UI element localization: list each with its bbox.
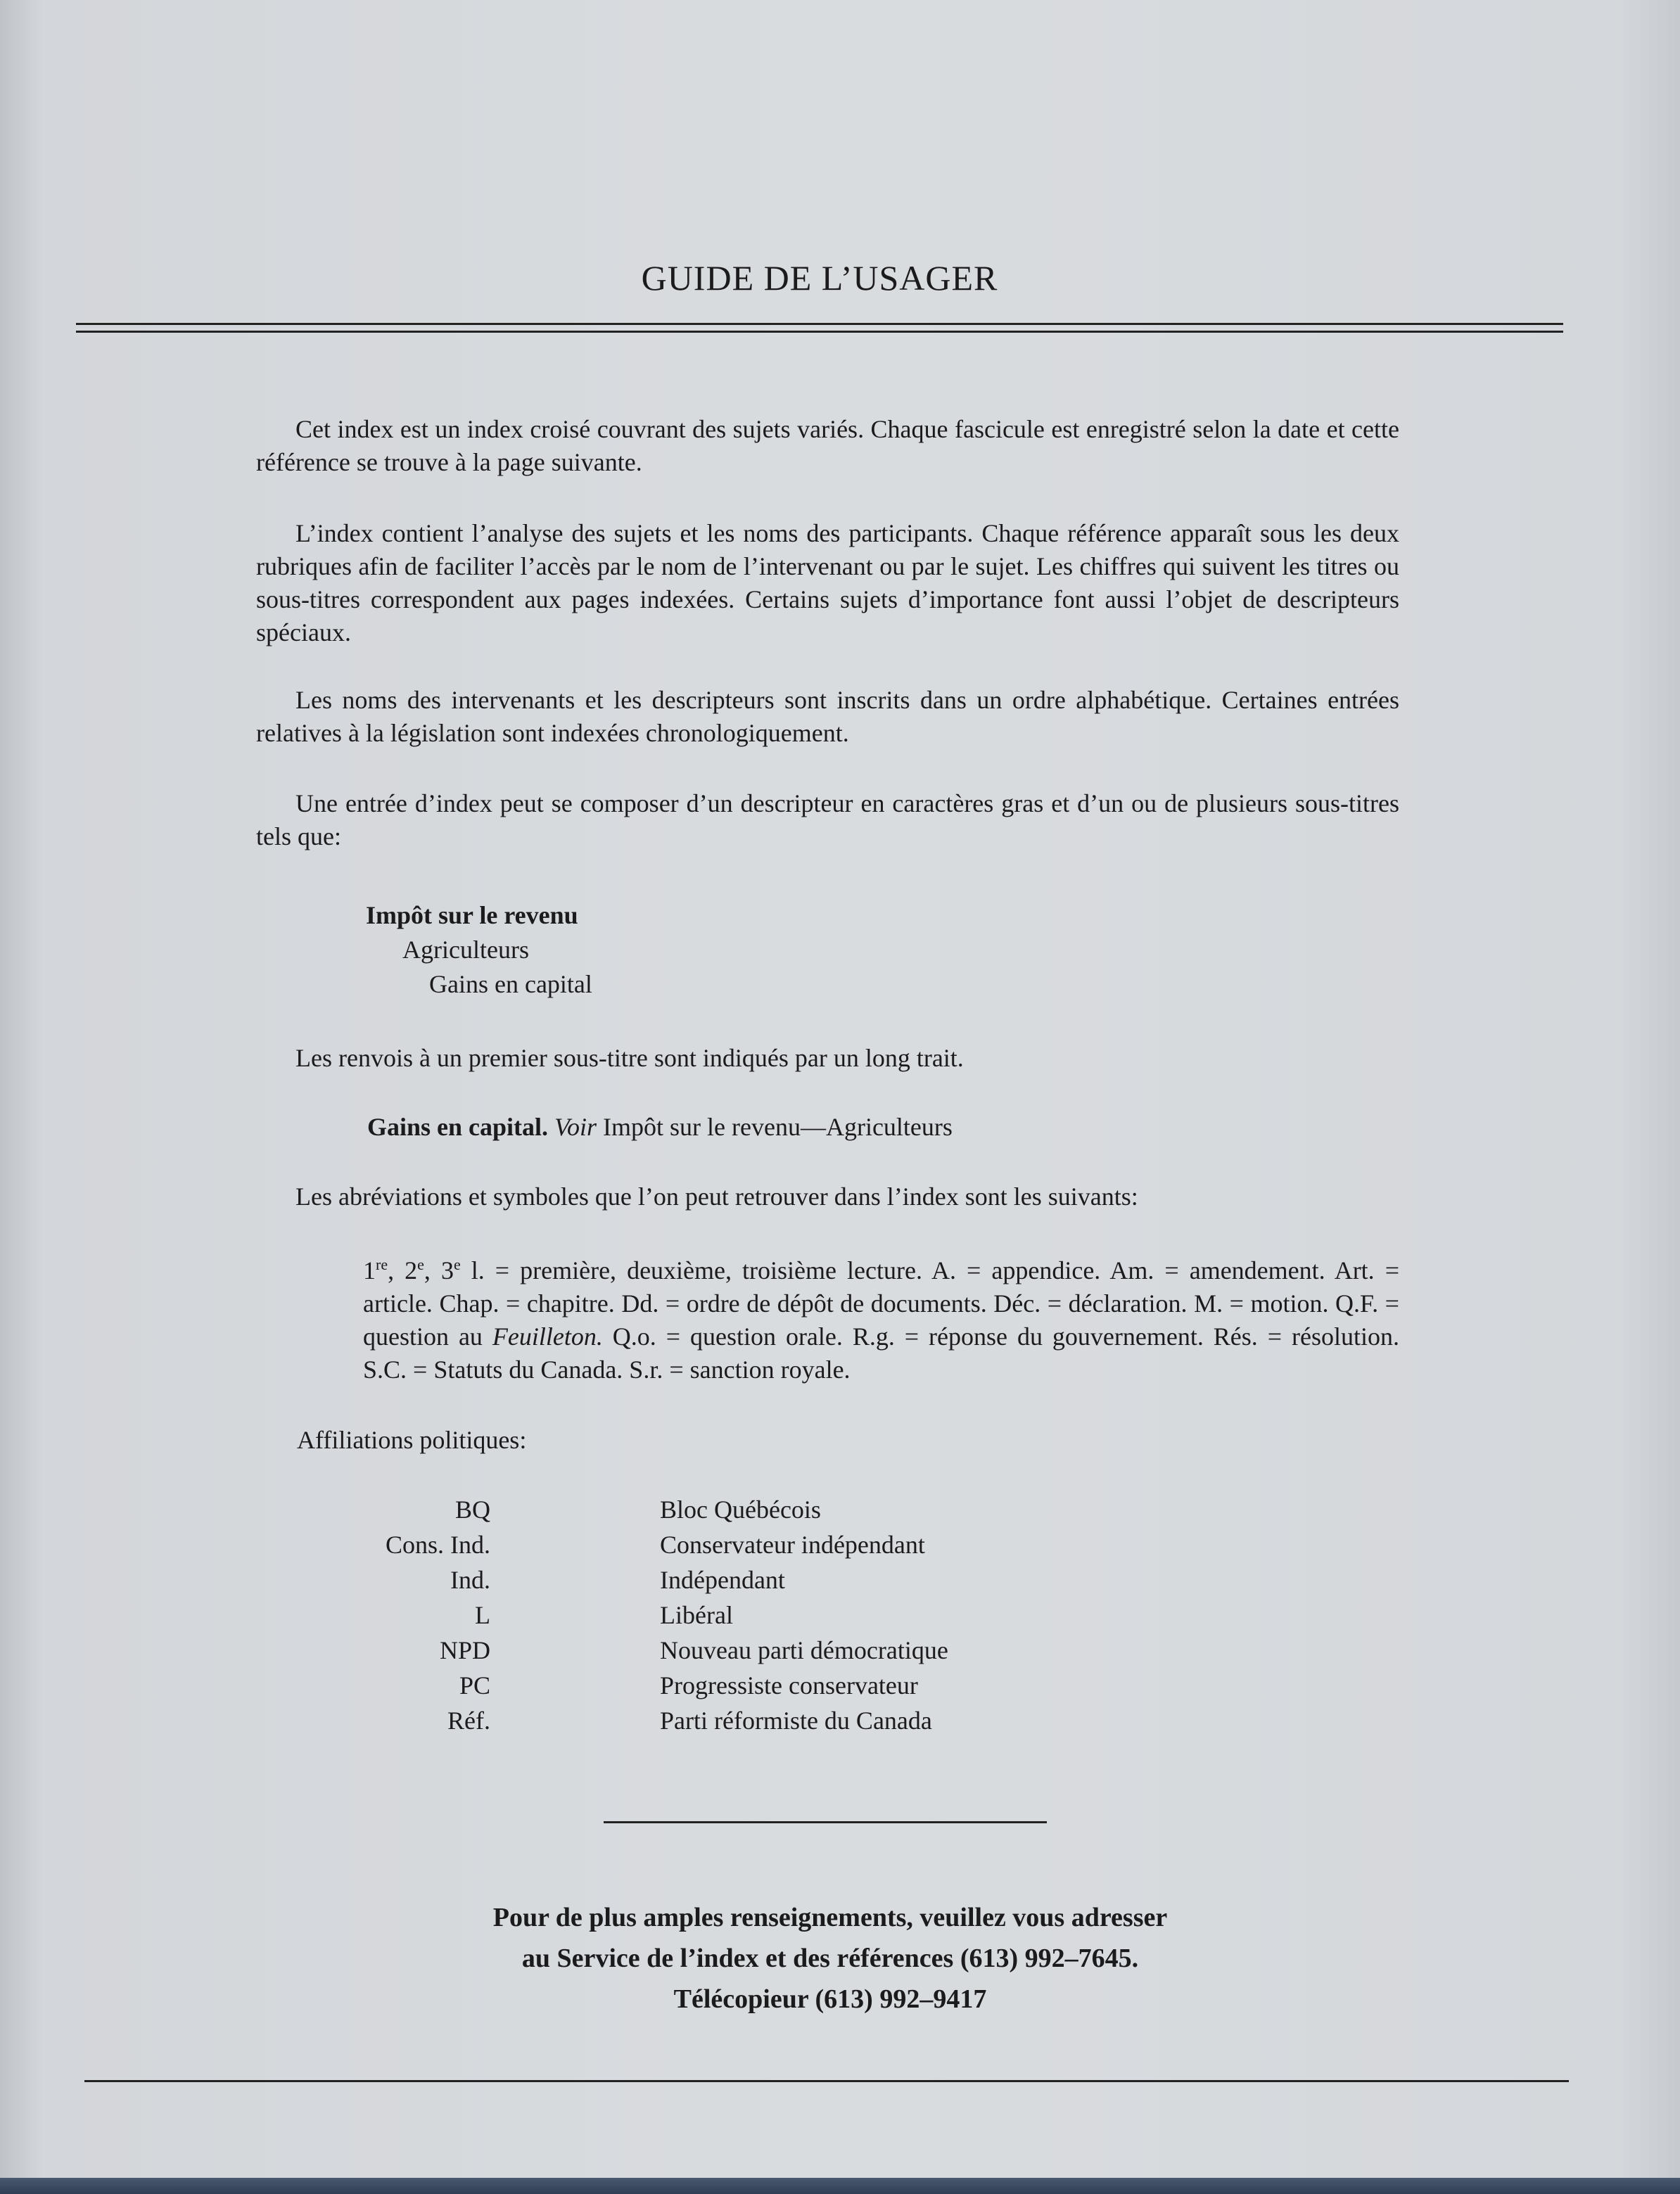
affiliation-abbr: Réf. — [447, 1707, 490, 1735]
abbreviations-feuilleton: Feuilleton. — [492, 1322, 603, 1351]
ordinal-1: 1 — [363, 1256, 376, 1284]
abbreviations-text-a: l. = première, deuxième, troisième lecture. A. = appendice. Am. = amendement. Art. = article. Chap. = chapitre. Dd. = ordre de dépôt de documents. Déc. = déclaration. M. = motion. Q.F. = question au — [363, 1256, 1400, 1351]
contact-line-2: au Service de l’index et des références (613) 992–7645. — [521, 1944, 1139, 1973]
contact-info — [0, 1897, 1660, 2020]
order-text: Les noms des intervenants et les descripteurs sont inscrits dans un ordre alphabétique. Certaines entrées relatives à la législation sont indexées chronologiquement. — [256, 686, 1399, 747]
affiliations-table — [0, 1492, 1680, 1745]
ordinal-3: , 3 — [424, 1256, 454, 1284]
entry-text: Une entrée d’index peut se composer d’un descripteur en caractères gras et d’un ou de plusieurs sous-titres tels que: — [256, 789, 1399, 850]
example-descriptor: Impôt sur le revenu — [366, 901, 578, 929]
affiliation-abbr: Ind. — [450, 1566, 490, 1594]
ordinal-2: , 2 — [388, 1256, 418, 1284]
affiliation-name: Conservateur indépendant — [660, 1531, 925, 1559]
affiliation-abbr: NPD — [439, 1636, 490, 1664]
analysis-text: L’index contient l’analyse des sujets et les noms des participants. Chaque référence apparaît sous les deux rubriques afin de faciliter l’accès par le nom de l’intervenant ou par le sujet. Les chiffres qui suivent les titres ou sous-titres correspondent aux pages indexées. Certains sujets d’importance font aussi l’objet de descripteurs spéciaux. — [256, 519, 1399, 646]
affiliation-name: Libéral — [660, 1601, 733, 1629]
affiliation-name: Progressiste conservateur — [660, 1671, 918, 1699]
affiliations-heading — [257, 1424, 1401, 1457]
analysis-paragraph — [256, 517, 1399, 649]
abbreviations-intro — [256, 1180, 1399, 1213]
short-divider — [604, 1821, 1047, 1823]
affiliation-abbr: BQ — [454, 1495, 490, 1524]
dash-text: Les renvois à un premier sous-titre sont indiqués par un long trait. — [295, 1044, 964, 1072]
order-paragraph — [256, 684, 1399, 750]
affiliation-abbr: Cons. Ind. — [385, 1531, 490, 1559]
affiliation-name: Nouveau parti démocratique — [660, 1636, 948, 1664]
affiliation-abbr: L — [475, 1601, 490, 1629]
affiliation-name: Bloc Québécois — [660, 1495, 821, 1524]
contact-line-1: Pour de plus amples renseignements, veuillez vous adresser — [492, 1903, 1168, 1932]
contact-line-3: Télécopieur (613) 992–9417 — [673, 1984, 987, 2014]
intro-paragraph — [256, 413, 1399, 479]
affiliation-name: Indépendant — [660, 1566, 785, 1594]
dash-paragraph — [256, 1042, 1399, 1075]
cross-reference-example — [367, 1110, 953, 1144]
ordinal-1-sup: re — [376, 1256, 388, 1273]
intro-text: Cet index est un index croisé couvrant des sujets variés. Chaque fascicule est enregistré selon la date et cette référence se trouve à la page suivante. — [256, 415, 1399, 476]
abbreviations-intro-text: Les abréviations et symboles que l’on peut retrouver dans l’index sont les suivants: — [295, 1182, 1138, 1211]
cross-reference-term: Gains en capital. — [367, 1113, 549, 1141]
abbreviations-list — [363, 1254, 1399, 1386]
example-subtitle-2: Gains en capital — [429, 970, 592, 998]
affiliation-name: Parti réformiste du Canada — [660, 1707, 932, 1735]
example-subtitle-1: Agriculteurs — [402, 936, 529, 964]
cross-reference-voir: Voir — [554, 1113, 597, 1141]
page-title: GUIDE DE L’USAGER — [641, 258, 998, 298]
ordinal-3-sup: e — [453, 1256, 461, 1273]
ordinal-2-sup: e — [417, 1256, 424, 1273]
affiliations-heading-text: Affiliations politiques: — [297, 1426, 527, 1454]
page-bottom-edge — [0, 2178, 1680, 2194]
abbreviations-text-b: Q.o. = question orale. R.g. = réponse du gouvernement. Rés. = résolution. S.C. = Statuts du Canada. S.r. = sanction royale. — [363, 1322, 1399, 1384]
cross-reference-target: Impôt sur le revenu—Agriculteurs — [603, 1113, 953, 1141]
affiliation-abbr: PC — [459, 1671, 490, 1699]
entry-paragraph — [256, 787, 1399, 853]
bottom-rule — [84, 2080, 1569, 2082]
title-double-rule — [76, 323, 1563, 333]
